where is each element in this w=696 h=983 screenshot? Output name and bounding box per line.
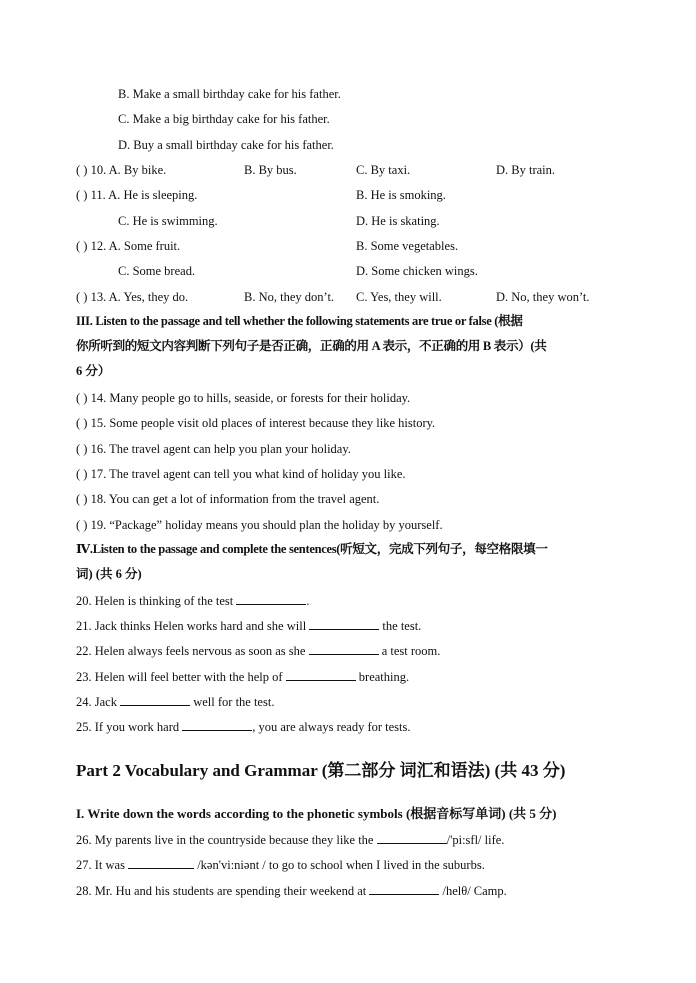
fill-text: 25. If you work hard (76, 720, 183, 734)
fill-item-24 (76, 694, 274, 710)
q12-option-a: ( ) 12. A. Some fruit. (76, 239, 181, 253)
phonetic-item-27 (76, 857, 485, 873)
q9-option-d: D. Buy a small birthday cake for his father. (118, 138, 334, 152)
phonetic-item-26 (76, 832, 504, 848)
section-3-heading-line-1: III. Listen to the passage and tell whether the following statements are true or false (根据 (76, 314, 523, 328)
fill-item-22 (76, 643, 440, 659)
tf-item-18: ( ) 18. You can get a lot of information from the travel agent. (76, 492, 380, 506)
section-4-heading-line-2: 词) (共 6 分) (76, 567, 142, 581)
part-2-title: Part 2 Vocabulary and Grammar (第二部分 词汇和语法) (共 43 分) (76, 761, 566, 780)
fill-text: the test. (379, 619, 422, 633)
phonetic-text: 27. It was (76, 858, 129, 872)
answer-blank[interactable] (128, 857, 194, 869)
phonetic-text: /kən'vi:niənt / to go to school when I lived in the suburbs. (194, 858, 485, 872)
tf-item-17: ( ) 17. The travel agent can tell you what kind of holiday you like. (76, 467, 406, 481)
tf-item-16: ( ) 16. The travel agent can help you plan your holiday. (76, 442, 351, 456)
fill-text: 24. Jack (76, 695, 121, 709)
q12-option-d: D. Some chicken wings. (356, 264, 478, 278)
phonetic-text: 26. My parents live in the countryside because they like the (76, 833, 377, 847)
q9-option-c: C. Make a big birthday cake for his father. (118, 112, 330, 126)
q11-option-d: D. He is skating. (356, 214, 440, 228)
fill-text: 21. Jack thinks Helen works hard and she will (76, 619, 310, 633)
answer-blank[interactable] (182, 719, 252, 731)
fill-text: breathing. (355, 670, 410, 684)
q11-option-c: C. He is swimming. (118, 214, 218, 228)
q13-option-c: C. Yes, they will. (356, 290, 442, 304)
answer-blank[interactable] (120, 694, 190, 706)
answer-blank[interactable] (286, 669, 356, 681)
fill-item-21 (76, 618, 421, 634)
fill-item-23 (76, 669, 409, 685)
phonetic-text: /helθ/ Camp. (439, 884, 507, 898)
q10-option-c: C. By taxi. (356, 163, 411, 177)
answer-blank[interactable] (236, 593, 306, 605)
q10-option-b: B. By bus. (244, 163, 297, 177)
fill-item-25 (76, 719, 411, 735)
answer-blank[interactable] (377, 832, 447, 844)
answer-blank[interactable] (369, 883, 439, 895)
q10-option-a: ( ) 10. A. By bike. (76, 163, 167, 177)
q12-option-b: B. Some vegetables. (356, 239, 459, 253)
fill-text: 23. Helen will feel better with the help of (76, 670, 286, 684)
answer-blank[interactable] (309, 643, 379, 655)
fill-text: , you are always ready for tests. (252, 720, 411, 734)
section-1-heading: I. Write down the words according to the phonetic symbols (根据音标写单词) (共 5 分) (76, 806, 557, 821)
tf-item-15: ( ) 15. Some people visit old places of interest because they like history. (76, 416, 436, 430)
phonetic-text: /'pi:sfl/ life. (446, 833, 505, 847)
section-3-heading-line-3: 6 分） (76, 364, 111, 378)
q9-option-b: B. Make a small birthday cake for his father. (118, 87, 341, 101)
phonetic-text: 28. Mr. Hu and his students are spending their weekend at (76, 884, 370, 898)
fill-text: 22. Helen always feels nervous as soon as she (76, 644, 309, 658)
fill-item-20 (76, 593, 310, 609)
tf-item-19: ( ) 19. “Package” holiday means you should plan the holiday by yourself. (76, 518, 443, 532)
fill-text: a test room. (378, 644, 441, 658)
fill-text: . (306, 594, 310, 608)
fill-text: 20. Helen is thinking of the test (76, 594, 237, 608)
phonetic-item-28 (76, 883, 507, 899)
q11-option-a: ( ) 11. A. He is sleeping. (76, 188, 198, 202)
q13-option-a: ( ) 13. A. Yes, they do. (76, 290, 189, 304)
fill-text: well for the test. (190, 695, 275, 709)
q11-option-b: B. He is smoking. (356, 188, 446, 202)
answer-blank[interactable] (309, 618, 379, 630)
section-4-heading-line-1: Ⅳ.Listen to the passage and complete the sentences(听短文，完成下列句子，每空格限填一 (76, 542, 548, 556)
section-3-heading-line-2: 你所听到的短文内容判断下列句子是否正确，正确的用 A 表示，不正确的用 B 表示）(共 (76, 339, 547, 353)
q13-option-b: B. No, they don’t. (244, 290, 335, 304)
q13-option-d: D. No, they won’t. (496, 290, 590, 304)
q10-option-d: D. By train. (496, 163, 556, 177)
tf-item-14: ( ) 14. Many people go to hills, seaside, or forests for their holiday. (76, 391, 411, 405)
q12-option-c: C. Some bread. (118, 264, 196, 278)
